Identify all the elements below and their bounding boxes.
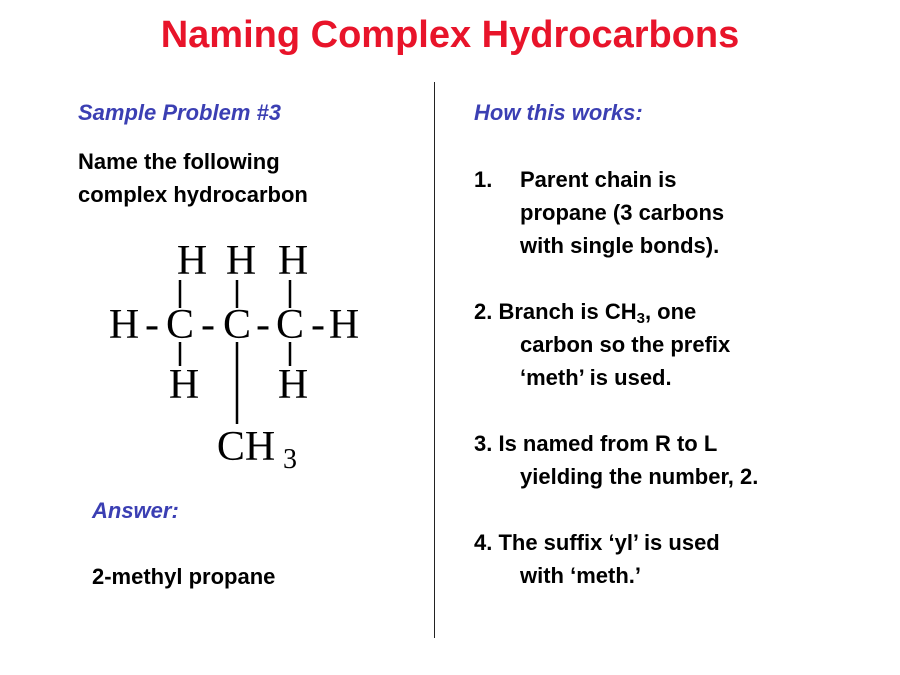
- step-1-line-3: with single bonds).: [520, 233, 720, 258]
- bond-dash-1: -: [145, 302, 159, 348]
- atom-h-top-2: H: [225, 238, 257, 284]
- how-it-works-heading: How this works:: [474, 100, 643, 125]
- step-3-line-2: yielding the number, 2.: [520, 464, 759, 489]
- problem-prompt-line-2: complex hydrocarbon: [78, 182, 308, 207]
- bond-dash-4: -: [311, 302, 325, 348]
- problem-prompt-line-1: Name the following: [78, 149, 280, 174]
- structural-formula: [100, 228, 370, 478]
- step-1: [474, 163, 884, 262]
- column-divider: [434, 82, 435, 638]
- atom-c-2: C: [222, 302, 252, 348]
- step-2-suffix: , one: [644, 299, 697, 324]
- bond-dash-3: -: [256, 302, 270, 348]
- bond-dash-2: -: [201, 302, 215, 348]
- step-4-line-1: 4. The suffix ‘yl’ is used: [474, 530, 720, 555]
- atom-h-left: H: [108, 302, 140, 348]
- step-2: [474, 295, 884, 394]
- slide-title: Naming Complex Hydrocarbons: [160, 14, 740, 56]
- step-2-line-3: ‘meth’ is used.: [520, 365, 672, 390]
- atom-h-top-1: H: [176, 238, 208, 284]
- step-1-number: 1.: [474, 167, 493, 192]
- step-4: [474, 526, 884, 592]
- step-3: [474, 427, 884, 493]
- atom-c-1: C: [165, 302, 195, 348]
- step-2-line-2: carbon so the prefix: [520, 332, 731, 357]
- step-4-line-2: with ‘meth.’: [520, 563, 641, 588]
- answer-text: 2-methyl propane: [92, 564, 276, 589]
- step-2-prefix: 2. Branch is CH: [474, 299, 637, 324]
- step-1-line-2: propane (3 carbons: [520, 200, 725, 225]
- answer-heading: Answer:: [92, 498, 179, 523]
- atom-h-bottom-1: H: [168, 362, 200, 408]
- problem-prompt: [78, 145, 308, 211]
- atom-c-3: C: [275, 302, 305, 348]
- atom-h-right: H: [328, 302, 360, 348]
- step-3-line-1: 3. Is named from R to L: [474, 431, 718, 456]
- atom-h-bottom-3: H: [277, 362, 309, 408]
- sample-problem-heading: Sample Problem #3: [78, 100, 281, 125]
- step-1-line-1: Parent chain is: [520, 167, 677, 192]
- step-2-subscript: 3: [636, 310, 645, 327]
- atom-h-top-3: H: [277, 238, 309, 284]
- methyl-ch: CH: [216, 424, 276, 470]
- methyl-subscript: 3: [283, 444, 297, 475]
- step-2-line-1: [474, 295, 884, 328]
